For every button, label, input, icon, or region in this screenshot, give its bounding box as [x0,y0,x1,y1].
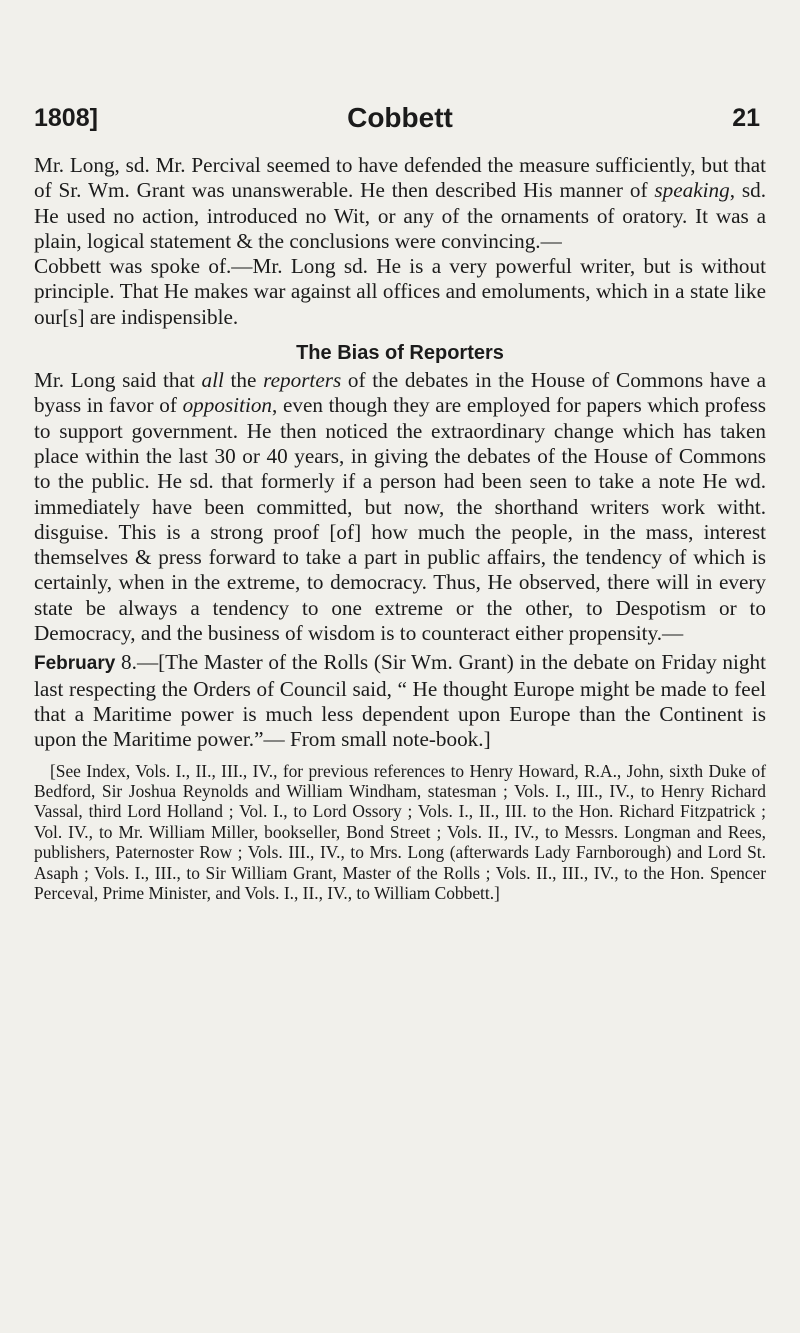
paragraph-text: of the debates in the House of Commons have a byass in favor of [34,368,766,418]
page-number: 21 [732,104,760,132]
paragraph-text: Mr. Long said that [34,368,202,393]
running-head-year: 1808] [34,104,98,132]
paragraph-text: the [223,368,264,393]
paragraph-speaking [34,153,766,254]
body-text [34,153,766,903]
paragraph-reporters [34,368,766,646]
paragraph-text: , even though they are employed for papers which profess to support government. He then noticed the extraordinary change which has taken place within the last 30 or 40 years, in giving the debates of the House of Commons to the public. He sd. that formerly if a person had been seen to take a note He wd. immediately have been committed, but now, the shorthand writers work witht. disguise. This is a strong proof [of] how much the people, in the mass, interest themselves & press forward to take a part in public affairs, the tendency of which is certainly, when in the extreme, to democracy. Thus, He observed, there will in every state be always a tendency to one extreme or the other, to Despotism or to Democracy, and the business of wisdom is to counteract either propensity.— [34,393,766,646]
running-head-title: Cobbett [347,102,453,133]
paragraph-february [34,650,766,752]
paragraph-text: Mr. Long, sd. Mr. Percival seemed to have defended the measure sufficiently, but that of Sr. Wm. Grant was unanswerable. He then described His manner of [34,153,766,203]
section-heading: The Bias of Reporters [296,342,504,365]
italic-text: speaking [654,178,730,203]
italic-text: all [201,368,224,393]
date-lead: February [34,653,116,675]
italic-text: opposition [182,393,273,418]
paragraph-cobbett: Cobbett was spoke of.—Mr. Long sd. He is a very powerful writer, but is without principle. That He makes war against all offices and emoluments, which in a state like our[s] are indispensible. [34,254,766,329]
italic-text: reporters [263,368,342,393]
paragraph-text: , sd. He used no action, introduced no Wit, or any of the ornaments of oratory. It was a plain, logical statement & the conclusions were convincing.— [34,178,767,253]
paragraph-text: 8.—[The Master of the Rolls (Sir Wm. Grant) in the debate on Friday night last respecting the Orders of Council said, “ He thought Europe might be made to feel that a Maritime power is much less dependent upon Europe than the Continent is upon the Maritime power.”— From small note-book.] [34,650,766,752]
running-head [34,100,766,136]
editorial-note: [See Index, Vols. I., II., III., IV., for previous references to Henry Howard, R.A., John, sixth Duke of Bedford, Sir Joshua Reynolds and William Windham, statesman ; Vols. I., III., IV., to Henry Richard Vassal, third Lord Holland ; Vol. I., to Lord Ossory ; Vols. I., II., III. to the Hon. Richard Fitzpatrick ; Vol. IV., to Mr. William Miller, bookseller, Bond Street ; Vols. II., IV., to Messrs. Longman and Rees, publishers, Paternoster Row ; Vols. III., IV., to Mrs. Long (afterwards Lady Farnborough) and Lord St. Asaph ; Vols. I., III., to Sir William Grant, Master of the Rolls ; Vols. II., III., IV., to the Hon. Spencer Perceval, Prime Minister, and Vols. I., II., IV., to William Cobbett.] [34,760,766,903]
